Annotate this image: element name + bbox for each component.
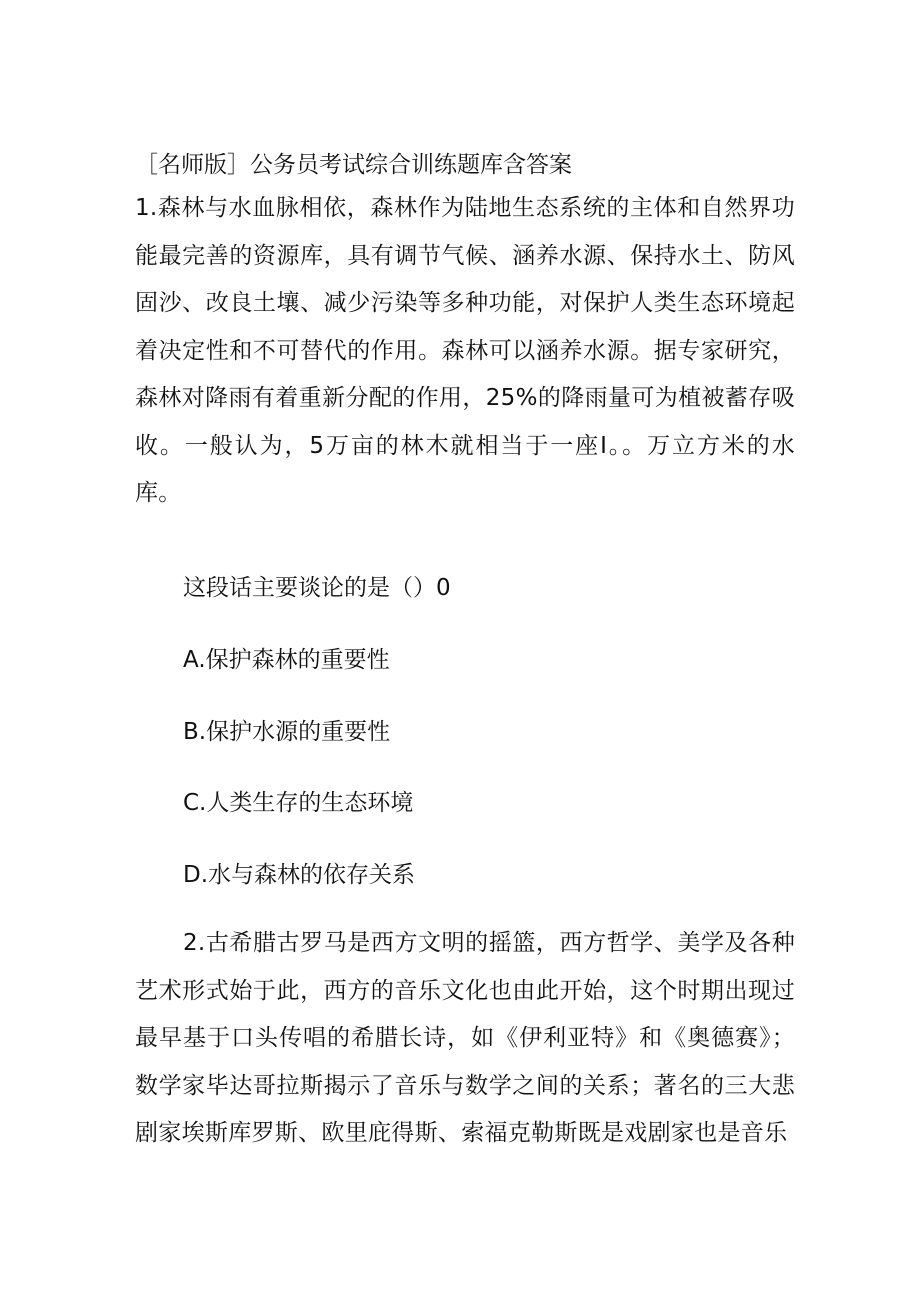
question-1-option-b: B.保护水源的重要性: [183, 719, 391, 745]
question-1-body: 1.森林与水血脉相依，森林作为陆地生态系统的主体和自然界功能最完善的资源库，具有调节气候、涵养水源、保持水土、防风固沙、改良土壤、减少污染等多种功能，对保护人类生态环境起着决定性和不可替代的作用。森林可以涵养水源。据专家研究，森林对降雨有着重新分配的作用，25%的降雨量可为植被蓄存吸收。一般认为，5万亩的林木就相当于一座I。。万立方米的水库。: [135, 195, 795, 506]
question-1-option-d: D.水与森林的依存关系: [183, 862, 416, 888]
question-1-option-a: A.保护森林的重要性: [183, 647, 390, 673]
document-title: ［名师版］公务员考试综合训练题库含答案: [135, 152, 572, 178]
question-2-body: 2.古希腊古罗马是西方文明的摇篮，西方哲学、美学及各种艺术形式始于此，西方的音乐文化也由此开始，这个时期出现过最早基于口头传唱的希腊长诗，如《伊利亚特》和《奥德赛》；数学家毕达哥拉斯揭示了音乐与数学之间的关系；著名的三大悲剧家埃斯库罗斯、欧里庇得斯、索福克勒斯既是戏剧家也是音乐: [135, 930, 795, 1146]
question-1-prompt: 这段话主要谈论的是（）0: [183, 575, 451, 601]
question-1-option-c: C.人类生存的生态环境: [183, 790, 414, 816]
